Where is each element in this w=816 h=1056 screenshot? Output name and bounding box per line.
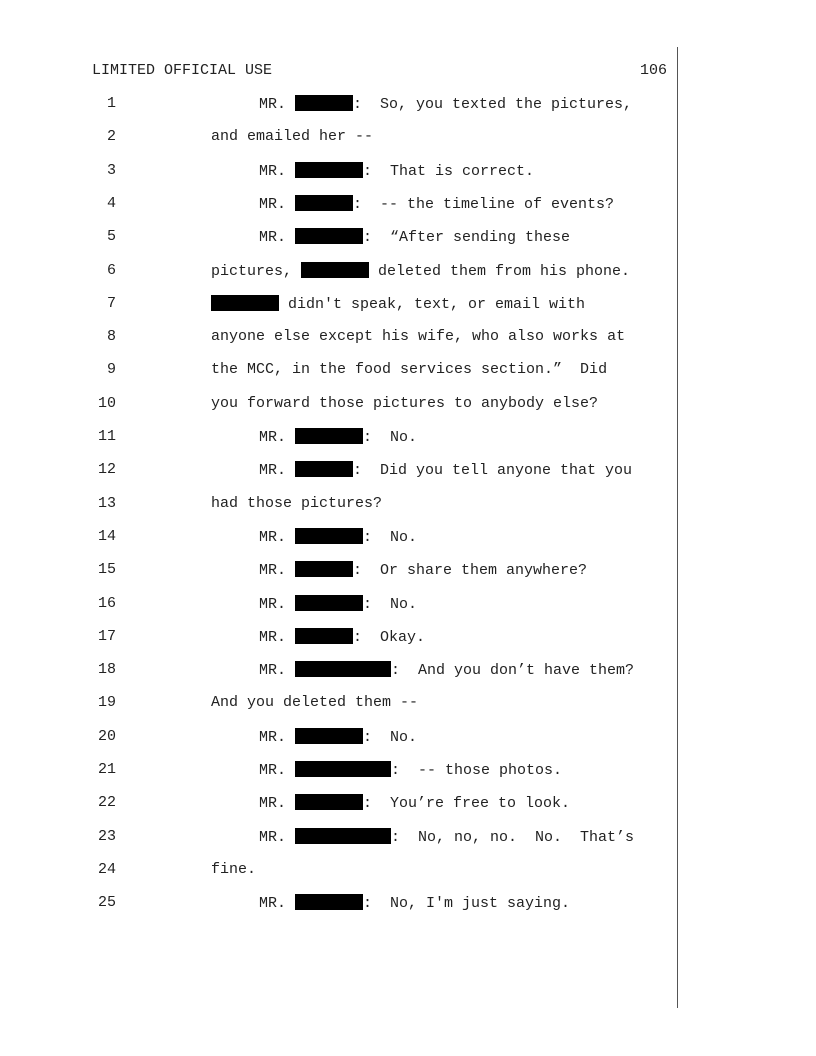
line-number: 25	[97, 894, 116, 912]
transcript-line	[0, 628, 677, 648]
text-segment: MR.	[259, 628, 296, 646]
line-text	[259, 228, 570, 246]
transcript-line	[0, 395, 677, 415]
line-text	[211, 395, 598, 412]
text-segment: MR.	[259, 229, 296, 247]
text-segment: : No.	[363, 728, 418, 746]
line-text	[259, 595, 417, 613]
text-segment: and emailed her --	[211, 128, 374, 146]
text-segment: MR.	[259, 528, 296, 546]
text-segment: : -- the timeline of events?	[353, 195, 615, 213]
text-segment: MR.	[259, 895, 296, 913]
page-number: 106	[639, 62, 667, 79]
right-margin-rule	[677, 47, 678, 1008]
redaction-box	[295, 794, 363, 810]
line-number: 17	[97, 627, 116, 645]
line-number: 14	[97, 527, 116, 545]
line-text	[259, 195, 614, 213]
line-number: 12	[97, 461, 116, 479]
transcript-line	[0, 361, 677, 381]
transcript-line	[0, 794, 677, 814]
line-number: 19	[97, 694, 116, 712]
text-segment: MR.	[259, 728, 296, 746]
line-text	[211, 295, 585, 313]
text-segment: MR.	[259, 828, 296, 846]
text-segment: : Did you tell anyone that you	[353, 462, 633, 480]
line-number: 10	[97, 394, 116, 412]
text-segment: : Or share them anywhere?	[353, 562, 588, 580]
line-number: 23	[97, 827, 116, 845]
transcript-line	[0, 295, 677, 315]
redaction-box	[295, 162, 363, 178]
text-segment: : No.	[363, 528, 418, 546]
redaction-box	[295, 728, 363, 744]
text-segment: : No, I'm just saying.	[363, 895, 571, 913]
transcript-line	[0, 894, 677, 914]
line-text	[211, 694, 418, 711]
transcript-line	[0, 162, 677, 182]
text-segment: MR.	[259, 662, 296, 680]
text-segment: : No, no, no. No. That’s	[391, 828, 635, 846]
line-text	[259, 561, 587, 579]
line-number: 15	[97, 561, 116, 579]
transcript-line	[0, 195, 677, 215]
text-segment: you forward those pictures to anybody else?	[211, 394, 599, 412]
line-number: 6	[106, 261, 116, 279]
transcript-line	[0, 728, 677, 748]
text-segment: MR.	[259, 429, 296, 446]
line-number: 21	[97, 761, 116, 778]
text-segment: MR.	[259, 162, 296, 180]
text-segment: : You’re free to look.	[363, 795, 571, 813]
line-number: 1	[106, 95, 116, 112]
line-text	[259, 661, 634, 679]
text-segment: didn't speak, text, or email with	[279, 295, 586, 313]
transcript-line	[0, 461, 677, 481]
text-segment: deleted them from his phone.	[369, 262, 631, 280]
line-text	[211, 361, 607, 378]
line-text	[259, 794, 570, 812]
transcript-line	[0, 561, 677, 581]
line-number: 18	[97, 661, 116, 679]
line-text	[259, 95, 632, 113]
redaction-box	[295, 528, 363, 544]
line-number: 22	[97, 794, 116, 812]
text-segment: : -- those photos.	[391, 762, 563, 779]
line-text	[259, 728, 417, 746]
redaction-box	[295, 661, 391, 677]
line-number: 4	[106, 194, 116, 212]
line-text	[259, 628, 425, 646]
text-segment: : That is correct.	[363, 162, 535, 180]
redaction-box	[295, 894, 363, 910]
transcript-line	[0, 228, 677, 248]
redaction-box	[211, 295, 279, 311]
line-text	[211, 861, 256, 878]
redaction-box	[295, 761, 391, 777]
line-text	[259, 828, 634, 846]
line-number: 16	[97, 594, 116, 612]
transcript-line	[0, 328, 677, 348]
transcript-line	[0, 661, 677, 681]
text-segment: MR.	[259, 762, 296, 779]
line-number: 9	[106, 361, 116, 379]
line-text	[259, 528, 417, 546]
line-number: 20	[97, 727, 116, 745]
text-segment: MR.	[259, 195, 296, 213]
redaction-box	[295, 461, 353, 477]
line-text	[259, 162, 534, 180]
text-segment: And you deleted them --	[211, 694, 419, 712]
line-number: 11	[97, 428, 116, 445]
redaction-box	[295, 428, 363, 444]
line-text	[259, 761, 562, 779]
transcript-line	[0, 694, 677, 714]
line-number: 7	[106, 294, 116, 312]
text-segment: : “After sending these	[363, 229, 571, 247]
text-segment: : And you don’t have them?	[391, 662, 635, 680]
redaction-box	[295, 828, 391, 844]
line-text	[259, 461, 632, 479]
line-number: 5	[106, 228, 116, 246]
line-number: 13	[97, 494, 116, 512]
redaction-box	[301, 262, 369, 278]
transcript-line	[0, 495, 677, 515]
text-segment: anyone else except his wife, who also works at	[211, 328, 626, 346]
text-segment: MR.	[259, 595, 296, 613]
transcript-line	[0, 428, 677, 448]
text-segment: MR.	[259, 795, 296, 813]
text-segment: MR.	[259, 562, 296, 580]
classification-marking: LIMITED OFFICIAL USE	[92, 62, 273, 79]
text-segment: : Okay.	[353, 628, 426, 646]
text-segment: MR.	[259, 462, 296, 480]
text-segment: : No.	[363, 595, 418, 613]
line-text	[259, 894, 570, 912]
text-segment: fine.	[211, 860, 257, 878]
text-segment: had those pictures?	[211, 494, 383, 512]
line-number: 3	[106, 161, 116, 179]
transcript-line	[0, 95, 677, 115]
line-text	[259, 428, 417, 446]
redaction-box	[295, 595, 363, 611]
text-segment: : So, you texted the pictures,	[353, 96, 633, 113]
line-text	[211, 128, 373, 145]
line-number: 2	[106, 128, 116, 146]
redaction-box	[295, 228, 363, 244]
line-number: 8	[106, 328, 116, 346]
transcript-line	[0, 128, 677, 148]
transcript-line	[0, 528, 677, 548]
redaction-box	[295, 95, 353, 111]
transcript-line	[0, 262, 677, 282]
text-segment: pictures,	[211, 262, 302, 280]
redaction-box	[295, 561, 353, 577]
transcript-line	[0, 761, 677, 781]
transcript-line	[0, 828, 677, 848]
line-text	[211, 328, 625, 345]
redaction-box	[295, 628, 353, 644]
transcript-line	[0, 595, 677, 615]
text-segment: MR.	[259, 96, 296, 113]
line-text	[211, 262, 630, 280]
line-number: 24	[97, 860, 116, 878]
line-text	[211, 495, 382, 512]
text-segment: the MCC, in the food services section.” Did	[211, 361, 608, 379]
redaction-box	[295, 195, 353, 211]
text-segment: : No.	[363, 429, 418, 446]
transcript-line	[0, 861, 677, 881]
